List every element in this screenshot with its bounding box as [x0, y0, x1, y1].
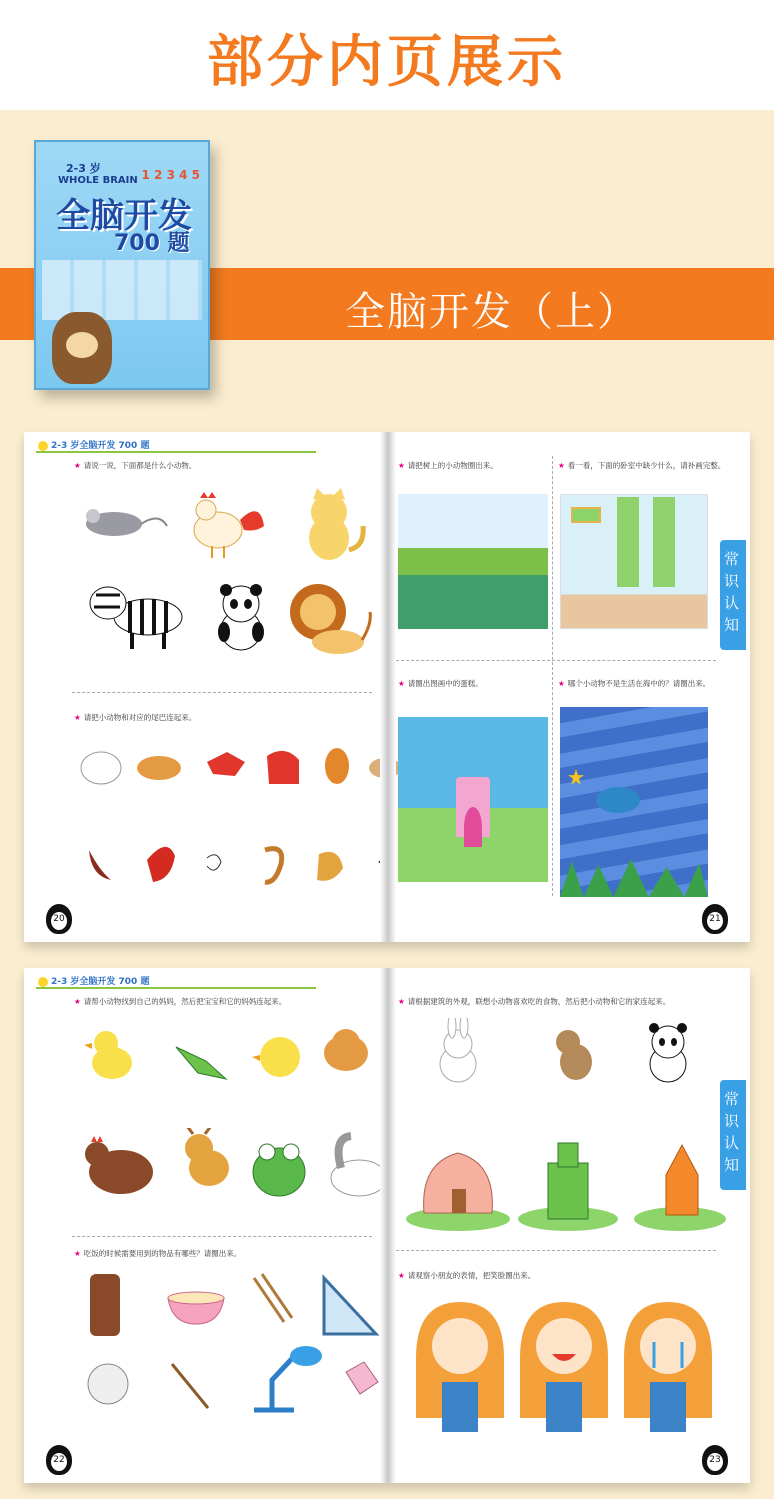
question-2: ★ 吃饭的时候需要用到的物品有哪些？请圈出来。 [74, 1249, 242, 1258]
book-subtitle: WHOLE BRAIN [58, 175, 138, 186]
book-title: 全脑开发 [56, 196, 192, 236]
page-title: 部分内页展示 [207, 30, 567, 95]
star-icon: ★ [74, 1249, 81, 1258]
star-icon: ★ [74, 997, 81, 1006]
column-divider [552, 456, 553, 896]
book-cover-illustrations [42, 260, 202, 320]
household-items-row [84, 1344, 384, 1424]
page-number-badge: 21 [700, 898, 730, 934]
chick-icon [38, 441, 48, 451]
animals-without-tails [79, 742, 409, 792]
page-20 [24, 432, 386, 942]
tails-row [79, 840, 409, 890]
curtain-left [617, 497, 639, 587]
question-3: ★ 请圈出图画中的蛋糕。 [398, 679, 483, 688]
header [0, 0, 774, 110]
star-icon: ★ [74, 713, 81, 722]
houses-row [398, 1133, 728, 1233]
star-icon: ★ [398, 997, 405, 1006]
animals-row [428, 1018, 698, 1088]
ocean-scene-illustration [560, 707, 708, 897]
page-number-badge: 22 [44, 1439, 74, 1475]
princess [464, 807, 482, 847]
question-2: ★ 请把小动物和对应的尾巴连起来。 [74, 713, 197, 722]
lion-illustration [286, 582, 376, 662]
castle-scene-illustration [398, 717, 548, 882]
mouse-illustration [79, 502, 169, 542]
section-divider [72, 692, 372, 693]
section-title: 全脑开发（上） [345, 289, 639, 335]
star-icon: ★ [398, 1271, 405, 1280]
question-1: ★ 请根据建筑的外观，联想小动物喜欢吃的食物，然后把小动物和它的家连起来。 [398, 997, 671, 1006]
page-22 [24, 968, 386, 1483]
rooster-illustration [186, 490, 266, 560]
curtain-right [653, 497, 675, 587]
panda-illustration [214, 584, 268, 654]
section-divider [396, 1250, 716, 1251]
category-tab: 常识认知 [720, 540, 746, 650]
star-icon: ★ [398, 461, 405, 470]
category-tab: 常识认知 [720, 1080, 746, 1190]
section-divider [72, 1236, 372, 1237]
children-faces-row [408, 1298, 718, 1468]
book-cover [34, 140, 210, 390]
running-head: 2-3 岁全脑开发 700 题 [38, 438, 149, 451]
starfish [568, 769, 584, 785]
mother-animals-row [79, 1128, 389, 1208]
star-icon: ★ [558, 679, 565, 688]
running-head-rule [36, 451, 316, 453]
star-icon: ★ [398, 679, 405, 688]
picture-frame [571, 507, 601, 523]
star-icon: ★ [74, 461, 81, 470]
book-numbers: 1 2 3 4 5 [141, 168, 200, 182]
question-1: ★ 请帮小动物找到自己的妈妈，然后把宝宝和它的妈妈连起来。 [74, 997, 287, 1006]
book-spread-2 [24, 968, 750, 1483]
book-age-label: 2-3 岁 [66, 162, 101, 175]
page-21 [388, 432, 750, 942]
star-icon: ★ [558, 461, 565, 470]
page-number-badge: 23 [700, 1439, 730, 1475]
question-1: ★ 请把树上的小动物圈出来。 [398, 461, 498, 470]
book-spread-1 [24, 432, 750, 942]
running-head-rule [36, 987, 316, 989]
bedroom-illustration [560, 494, 708, 629]
section-divider [396, 660, 716, 661]
baby-animals-row [84, 1023, 384, 1088]
zebra-illustration [86, 577, 196, 652]
bear-illustration [52, 312, 112, 384]
river-scene-illustration [398, 494, 548, 629]
tableware-row [84, 1268, 384, 1338]
chick-icon [38, 977, 48, 987]
book-count: 700 题 [114, 231, 190, 256]
seaweed [560, 857, 708, 897]
question-4: ★ 哪个小动物不是生活在海中的？请圈出来。 [558, 679, 711, 688]
question-2: ★ 请观察小朋友的表情，把笑脸圈出来。 [398, 1271, 536, 1280]
cat-illustration [299, 488, 369, 564]
running-head: 2-3 岁全脑开发 700 题 [38, 974, 149, 987]
page-23 [388, 968, 750, 1483]
question-1: ★ 请说一说，下面都是什么小动物。 [74, 461, 197, 470]
page-number-badge: 20 [44, 898, 74, 934]
question-2: ★ 看一看，下面的卧室中缺少什么，请补画完整。 [558, 461, 726, 470]
whale [596, 787, 640, 813]
